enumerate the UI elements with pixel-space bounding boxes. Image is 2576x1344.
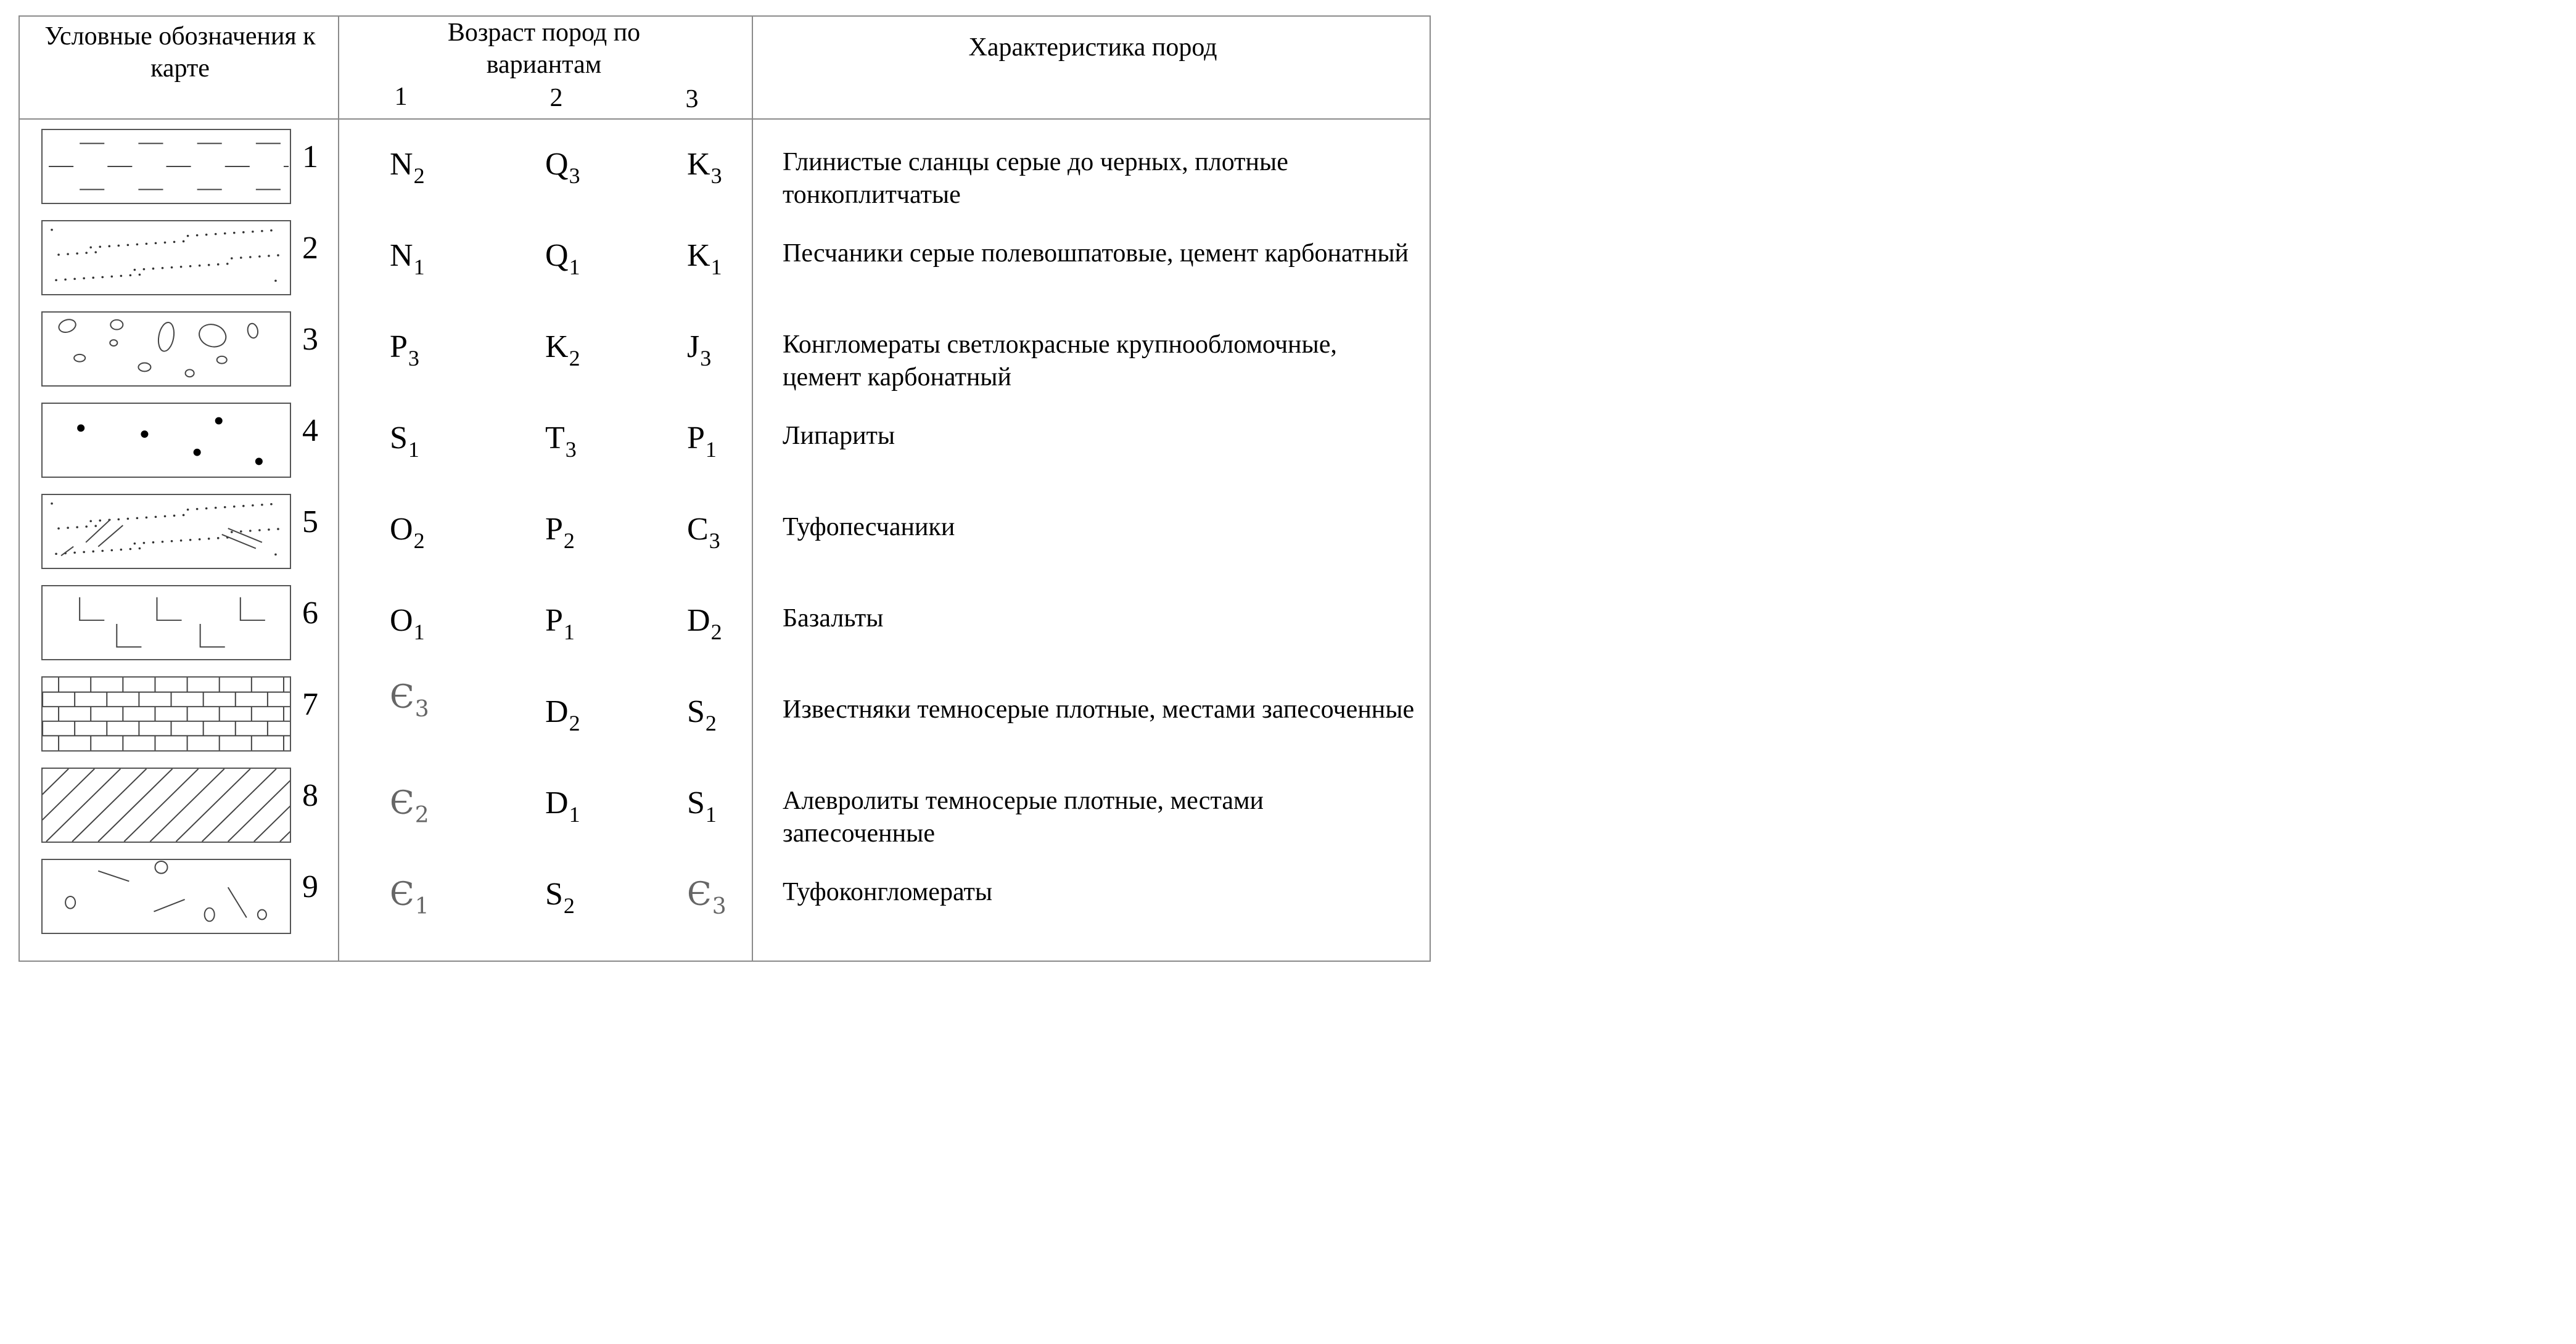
age-subscript: 2 bbox=[563, 528, 575, 553]
age-variant-3 bbox=[687, 146, 722, 186]
age-subscript: 1 bbox=[413, 620, 425, 644]
legend-row bbox=[20, 304, 1430, 395]
header-divider bbox=[20, 118, 1430, 120]
age-variant-1 bbox=[390, 511, 425, 551]
age-subscript: 1 bbox=[710, 255, 722, 279]
brick-icon bbox=[41, 676, 291, 752]
age-subscript: 2 bbox=[569, 346, 580, 371]
age-subscript: 3 bbox=[408, 346, 419, 371]
age-symbol: S bbox=[390, 420, 408, 456]
variant-2-label: 2 bbox=[549, 84, 563, 112]
age-variant-3 bbox=[687, 329, 712, 371]
age-subscript: 3 bbox=[414, 697, 429, 722]
row-number: 2 bbox=[302, 231, 318, 266]
variant-3-label: 3 bbox=[685, 85, 699, 113]
rock-description: Конгломераты светлокрасные крупнообломочные, цемент карбонатный bbox=[783, 330, 1337, 391]
age-variant-1 bbox=[390, 602, 425, 642]
row-number: 1 bbox=[302, 139, 318, 174]
age-symbol: O bbox=[390, 512, 413, 547]
age-variant-2 bbox=[545, 876, 575, 916]
tuff-conglomerate-icon bbox=[41, 859, 291, 934]
age-symbol: O bbox=[390, 603, 413, 638]
age-subscript: 1 bbox=[413, 255, 425, 279]
age-symbol: N bbox=[390, 147, 413, 182]
age-subscript: 3 bbox=[569, 163, 580, 188]
age-symbol: Є bbox=[390, 876, 414, 913]
age-subscript: 3 bbox=[565, 437, 577, 462]
header-symbols: Условные обозначения к карте bbox=[44, 22, 316, 83]
age-variant-2 bbox=[545, 329, 580, 371]
age-variant-1 bbox=[390, 237, 425, 277]
large-dots-icon bbox=[41, 403, 291, 478]
age-variant-1 bbox=[390, 785, 429, 826]
diagonal-hatch-icon bbox=[41, 768, 291, 843]
age-symbol: K bbox=[687, 147, 710, 182]
row-number: 7 bbox=[302, 687, 318, 722]
age-symbol: C bbox=[687, 512, 709, 547]
variant-1-label: 1 bbox=[394, 83, 408, 111]
age-symbol: D bbox=[545, 694, 569, 729]
age-subscript: 2 bbox=[414, 803, 429, 828]
header-description: Характеристика пород bbox=[968, 33, 1217, 62]
age-symbol: Q bbox=[545, 238, 569, 273]
age-subscript: 1 bbox=[408, 437, 419, 462]
pebbles-icon bbox=[41, 311, 291, 387]
legend-table bbox=[19, 15, 1431, 962]
age-variant-3 bbox=[687, 602, 722, 642]
legend-row bbox=[20, 486, 1430, 578]
rock-description: Песчаники серые полевошпатовые, цемент карбонатный bbox=[783, 239, 1409, 268]
age-subscript: 3 bbox=[709, 528, 720, 553]
age-variant-1 bbox=[390, 420, 419, 462]
age-variant-1 bbox=[390, 876, 429, 917]
legend-row bbox=[20, 669, 1430, 760]
age-subscript: 2 bbox=[413, 163, 425, 188]
age-variant-3 bbox=[687, 511, 720, 551]
age-symbol: N bbox=[390, 238, 413, 273]
age-variant-3 bbox=[687, 237, 722, 277]
age-symbol: Є bbox=[390, 679, 414, 716]
row-number: 4 bbox=[302, 413, 318, 448]
age-variant-2 bbox=[545, 146, 580, 186]
age-symbol: S bbox=[687, 785, 705, 821]
age-variant-2 bbox=[545, 694, 580, 736]
age-subscript: 2 bbox=[413, 528, 425, 553]
row-number: 6 bbox=[302, 596, 318, 631]
age-subscript: 3 bbox=[710, 163, 722, 188]
rock-description: Липариты bbox=[783, 422, 895, 450]
row-number: 5 bbox=[302, 504, 318, 539]
age-variant-1 bbox=[390, 146, 425, 186]
legend-row bbox=[20, 578, 1430, 669]
age-subscript: 2 bbox=[569, 711, 580, 736]
age-symbol: P bbox=[390, 329, 408, 364]
legend-row bbox=[20, 213, 1430, 304]
age-symbol: T bbox=[545, 420, 565, 456]
rock-description: Туфопесчаники bbox=[783, 513, 955, 541]
age-subscript: 2 bbox=[705, 711, 717, 736]
age-subscript: 1 bbox=[705, 802, 717, 827]
age-variant-3 bbox=[687, 876, 726, 917]
age-symbol: Q bbox=[545, 147, 569, 182]
fine-dots-icon bbox=[41, 220, 291, 295]
row-number: 8 bbox=[302, 778, 318, 813]
age-variant-2 bbox=[545, 420, 577, 462]
age-symbol: J bbox=[687, 329, 700, 364]
age-subscript: 2 bbox=[563, 893, 575, 918]
age-variant-2 bbox=[545, 602, 575, 642]
age-variant-3 bbox=[687, 694, 717, 736]
age-subscript: 1 bbox=[569, 255, 580, 279]
age-symbol: D bbox=[545, 785, 569, 821]
age-subscript: 1 bbox=[705, 437, 717, 462]
age-subscript: 1 bbox=[414, 894, 429, 919]
rock-description: Глинистые сланцы серые до черных, плотные тонкоплитчатые bbox=[783, 148, 1288, 209]
age-symbol: D bbox=[687, 603, 710, 638]
rock-description: Известняки темносерые плотные, местами запесоченные bbox=[783, 695, 1415, 724]
age-subscript: 2 bbox=[710, 620, 722, 644]
dashes-icon bbox=[41, 129, 291, 204]
row-number: 9 bbox=[302, 869, 318, 904]
rock-description: Туфоконгломераты bbox=[783, 878, 993, 906]
legend-row bbox=[20, 851, 1430, 943]
age-subscript: 1 bbox=[563, 620, 575, 644]
age-symbol: S bbox=[545, 877, 563, 912]
rock-description: Алевролиты темносерые плотные, местами запесоченные bbox=[783, 787, 1264, 848]
rock-description: Базальты bbox=[783, 604, 884, 633]
age-variant-2 bbox=[545, 785, 580, 827]
dots-and-dashes-icon bbox=[41, 494, 291, 569]
row-number: 3 bbox=[302, 322, 318, 357]
age-subscript: 1 bbox=[569, 802, 580, 827]
age-variant-1 bbox=[390, 679, 429, 722]
age-variant-2 bbox=[545, 511, 575, 551]
age-subscript: 3 bbox=[712, 894, 726, 919]
age-symbol: K bbox=[687, 238, 710, 273]
age-variant-3 bbox=[687, 785, 717, 827]
basalt-L-icon bbox=[41, 585, 291, 660]
legend-row bbox=[20, 121, 1430, 213]
age-symbol: Є bbox=[687, 876, 712, 913]
age-symbol: K bbox=[545, 329, 569, 364]
legend-row bbox=[20, 760, 1430, 851]
age-variant-2 bbox=[545, 237, 580, 277]
age-variant-3 bbox=[687, 420, 717, 462]
age-subscript: 3 bbox=[700, 346, 712, 371]
legend-row bbox=[20, 395, 1430, 486]
age-symbol: P bbox=[545, 512, 563, 547]
header-age: Возраст пород по вариантам bbox=[447, 18, 641, 79]
age-symbol: P bbox=[545, 603, 563, 638]
age-symbol: P bbox=[687, 420, 705, 456]
age-symbol: Є bbox=[390, 785, 414, 822]
age-symbol: S bbox=[687, 694, 705, 729]
age-variant-1 bbox=[390, 329, 419, 371]
